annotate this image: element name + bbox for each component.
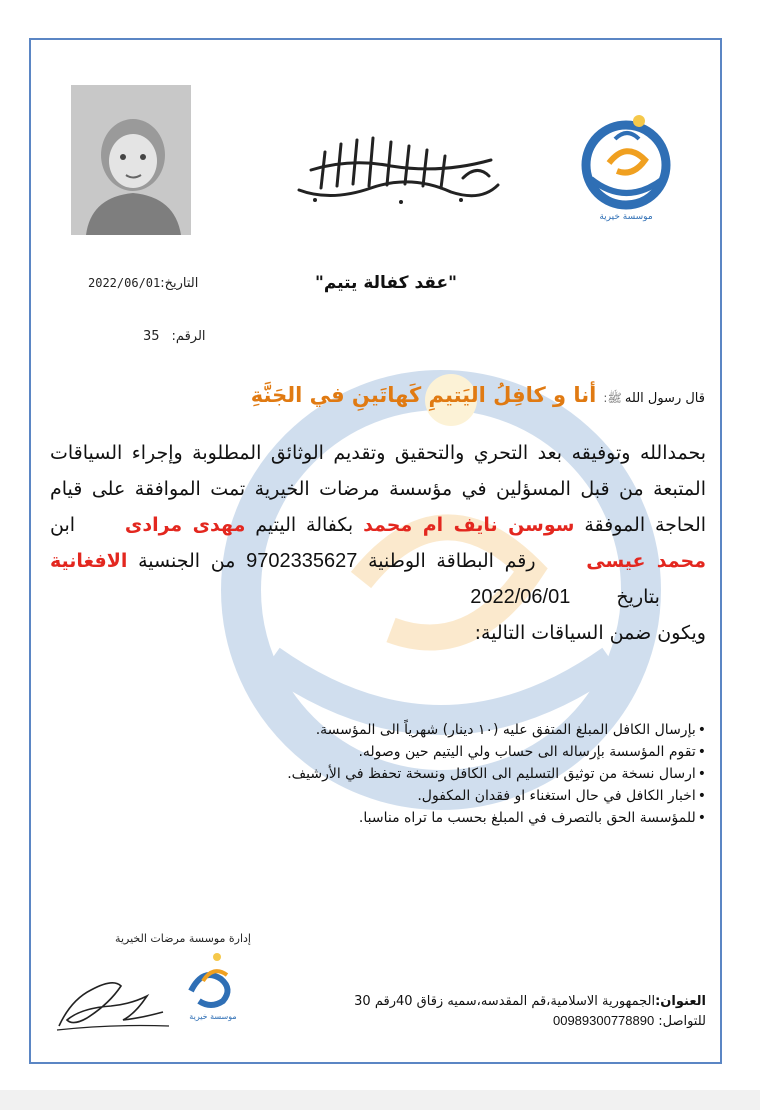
logo-caption: موسسة خيرية (599, 212, 653, 222)
hadith-quote: أنا و كافِلُ اليَتيمِ كَهاتَينِ في الجَنَّةِ (250, 383, 597, 407)
address-label: العنوان: (655, 994, 706, 1009)
contract-title: "عقد كفالة يتيم" (314, 273, 457, 293)
body-part-3: ابن (50, 514, 76, 536)
list-item: • تقوم المؤسسة بإرساله الى حساب ولي اليتيم حين وصوله. (66, 741, 706, 763)
list-item: • ارسال نسخة من توثيق التسليم الى الكافل ونسخة تحفظ في الأرشيف. (66, 763, 706, 785)
orphan-name: مهدى مرادى (124, 514, 246, 536)
body-part-5: من الجنسية (138, 550, 236, 572)
body-date: 2022/06/01 (470, 586, 571, 608)
contact-value: 00989300778890 (552, 1013, 655, 1028)
list-item: • بإرسال الكافل المبلغ المتفق عليه (١٠ دينار) شهرياً الى المؤسسة. (66, 719, 706, 741)
bottom-band (0, 1090, 760, 1110)
body-part-4: رقم البطاقة الوطنية (368, 550, 536, 572)
hadith-line (65, 383, 705, 408)
date-value: 2022/06/01 (88, 276, 161, 290)
date-line (88, 276, 248, 291)
signature-icon (51, 960, 171, 1035)
address-line (266, 993, 706, 1011)
father-name: محمد عيسى (586, 550, 706, 572)
date-label: التاريخ: (160, 276, 199, 291)
contact-label: للتواصل: (658, 1014, 706, 1029)
document-frame (29, 38, 722, 1064)
management-label: إدارة موسسة مرضات الخيرية (115, 932, 251, 945)
list-item: • للمؤسسة الحق بالتصرف في المبلغ بحسب ما تراه مناسبا. (66, 807, 706, 829)
sponsor-name: سوسن نايف ام محمد (363, 514, 575, 536)
contact-line (266, 1012, 706, 1031)
number-label: الرقم: (171, 329, 206, 344)
portrait-icon (71, 85, 191, 235)
address-value: الجمهورية الاسلامية،قم المقدسه،سميه زقاق 40رقم 30 (354, 994, 656, 1009)
number-value: 35 (143, 329, 160, 344)
conditions-list (66, 719, 706, 829)
logo-caption-small: موسسة خيرية (189, 1012, 237, 1021)
basmala-calligraphy-icon (291, 130, 506, 210)
hadith-honorific: ﷺ: (603, 391, 622, 405)
body-part-7: ويكون ضمن السياقات التالية: (474, 622, 706, 644)
foundation-logo-small (173, 945, 253, 1025)
body-part-2: بكفالة اليتيم (255, 514, 354, 536)
body-part-1: بحمدالله وتوفيقه بعد التحري والتحقيق وتقديم الوثائق المطلوبة وإجراء السياقات المتبعة من قبل المسؤلين في مؤسسة مرضات الخيرية تمت الموافقة على قيام الحاجة الموفقة (50, 442, 707, 536)
orphan-photo (71, 85, 191, 235)
marzat-logo-small-icon (173, 945, 253, 1025)
nationality: الافغانية (50, 550, 128, 572)
number-line (143, 329, 243, 344)
hadith-intro: قال رسول الله (624, 391, 705, 406)
list-item: • اخبار الكافل في حال استغناء او فقدان المكفول. (66, 785, 706, 807)
contract-body (50, 435, 706, 651)
national-id: 9702335627 (246, 550, 358, 572)
body-part-6: بتاريخ (616, 586, 660, 608)
marzat-logo-icon (571, 105, 681, 225)
foundation-logo (571, 105, 681, 225)
